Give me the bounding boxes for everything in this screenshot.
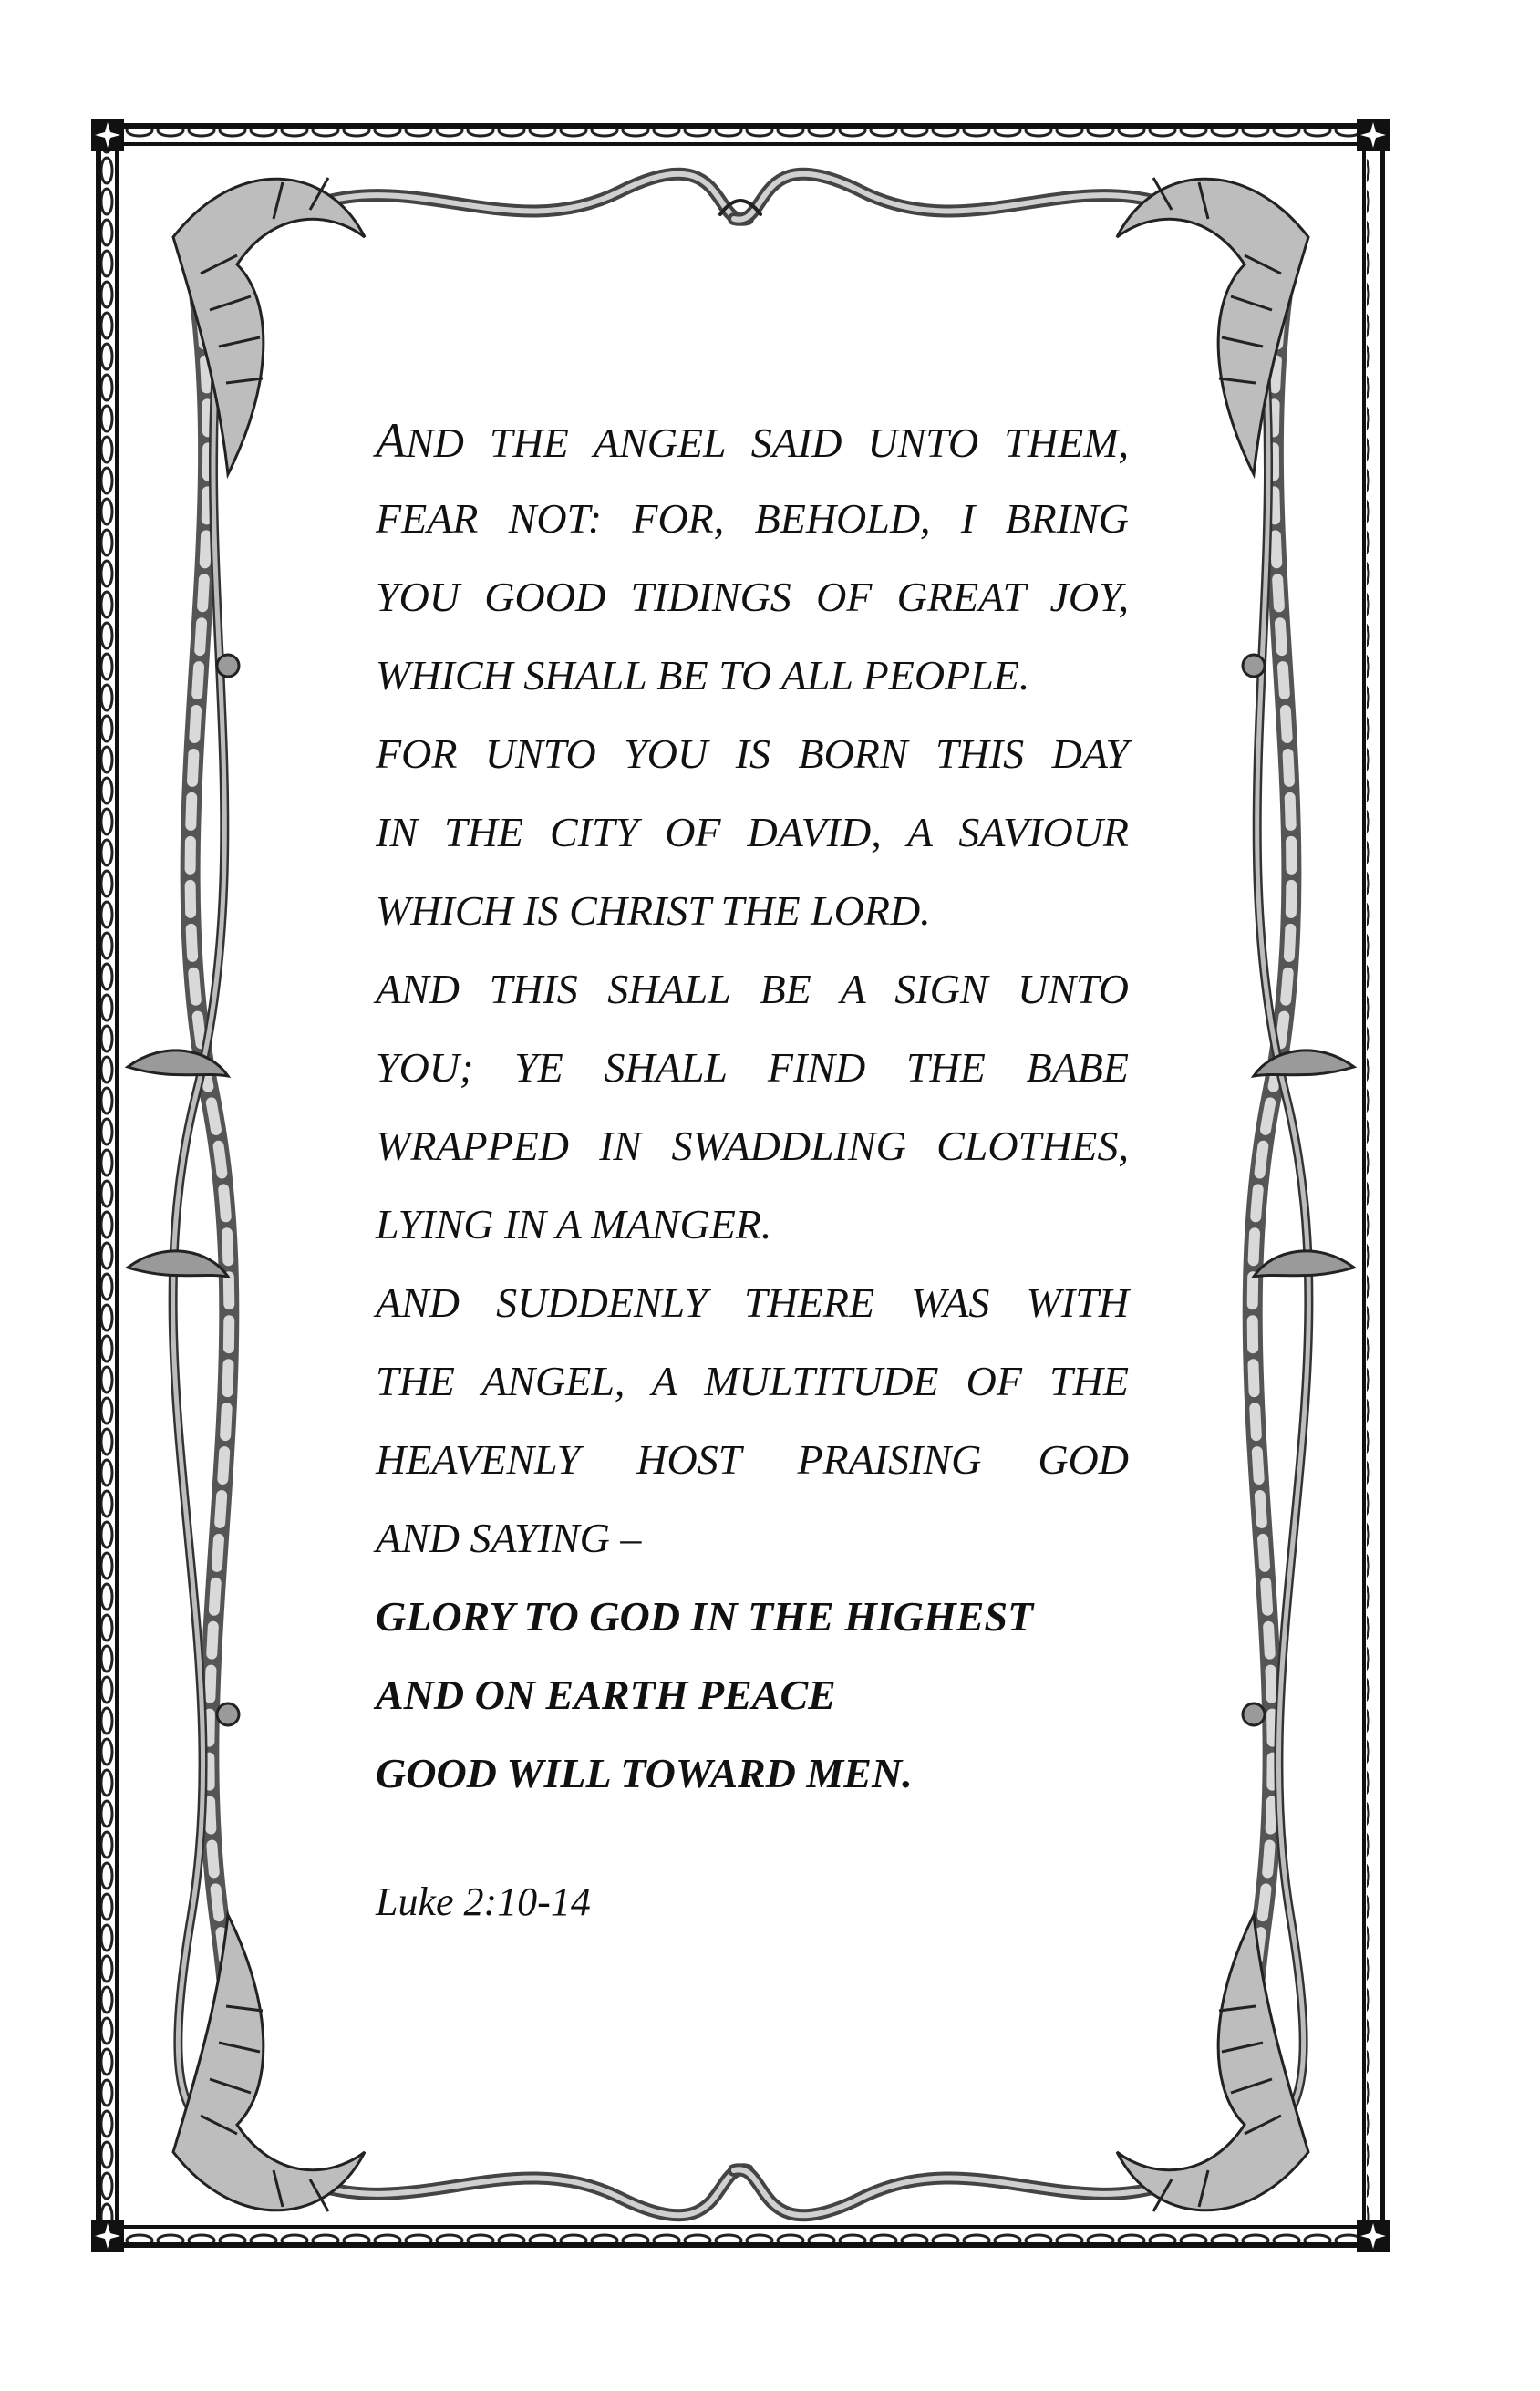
verse-line: AND THE ANGEL SAID UNTO THEM, <box>376 413 1129 468</box>
verse-line: YOU; YE SHALL FIND THE BABE <box>376 1044 1129 1091</box>
vine-left <box>173 255 274 2189</box>
verse-line: WHICH SHALL BE TO ALL PEOPLE. <box>376 652 1030 699</box>
vine-bottom <box>301 2169 1181 2215</box>
fern-frond-bottom-left <box>173 1915 365 2211</box>
verse-line: LYING IN A MANGER. <box>376 1201 772 1247</box>
verse-bold-line: GOOD WILL TOWARD MEN. <box>376 1750 913 1796</box>
verse-line: HEAVENLY HOST PRAISING GOD <box>376 1436 1129 1483</box>
verse-bold-line: AND ON EARTH PEACE <box>376 1672 836 1718</box>
verse-line: WHICH IS CHRIST THE LORD. <box>376 887 931 934</box>
verse-line: AND THIS SHALL BE A SIGN UNTO <box>376 966 1129 1012</box>
vine-top <box>301 174 1181 220</box>
verse-line: FEAR NOT: FOR, BEHOLD, I BRING <box>376 495 1129 542</box>
scripture-text <box>376 401 1129 1813</box>
verse-line: WRAPPED IN SWADDLING CLOTHES, <box>376 1123 1129 1169</box>
verse-bold-line: GLORY TO GOD IN THE HIGHEST <box>376 1593 1034 1640</box>
verse-line: AND SUDDENLY THERE WAS WITH <box>376 1279 1129 1326</box>
fern-frond-bottom-right <box>1117 1915 1308 2211</box>
verse-line: THE ANGEL, A MULTITUDE OF THE <box>376 1358 1129 1404</box>
scripture-reference: Luke 2:10-14 <box>376 1879 591 1924</box>
verse-line: IN THE CITY OF DAVID, A SAVIOUR <box>376 809 1129 855</box>
vine-right <box>1208 255 1308 2189</box>
verse-line: YOU GOOD TIDINGS OF GREAT JOY, <box>376 574 1129 620</box>
verse-line: FOR UNTO YOU IS BORN THIS DAY <box>376 730 1129 777</box>
verse-line: AND SAYING – <box>376 1515 642 1561</box>
